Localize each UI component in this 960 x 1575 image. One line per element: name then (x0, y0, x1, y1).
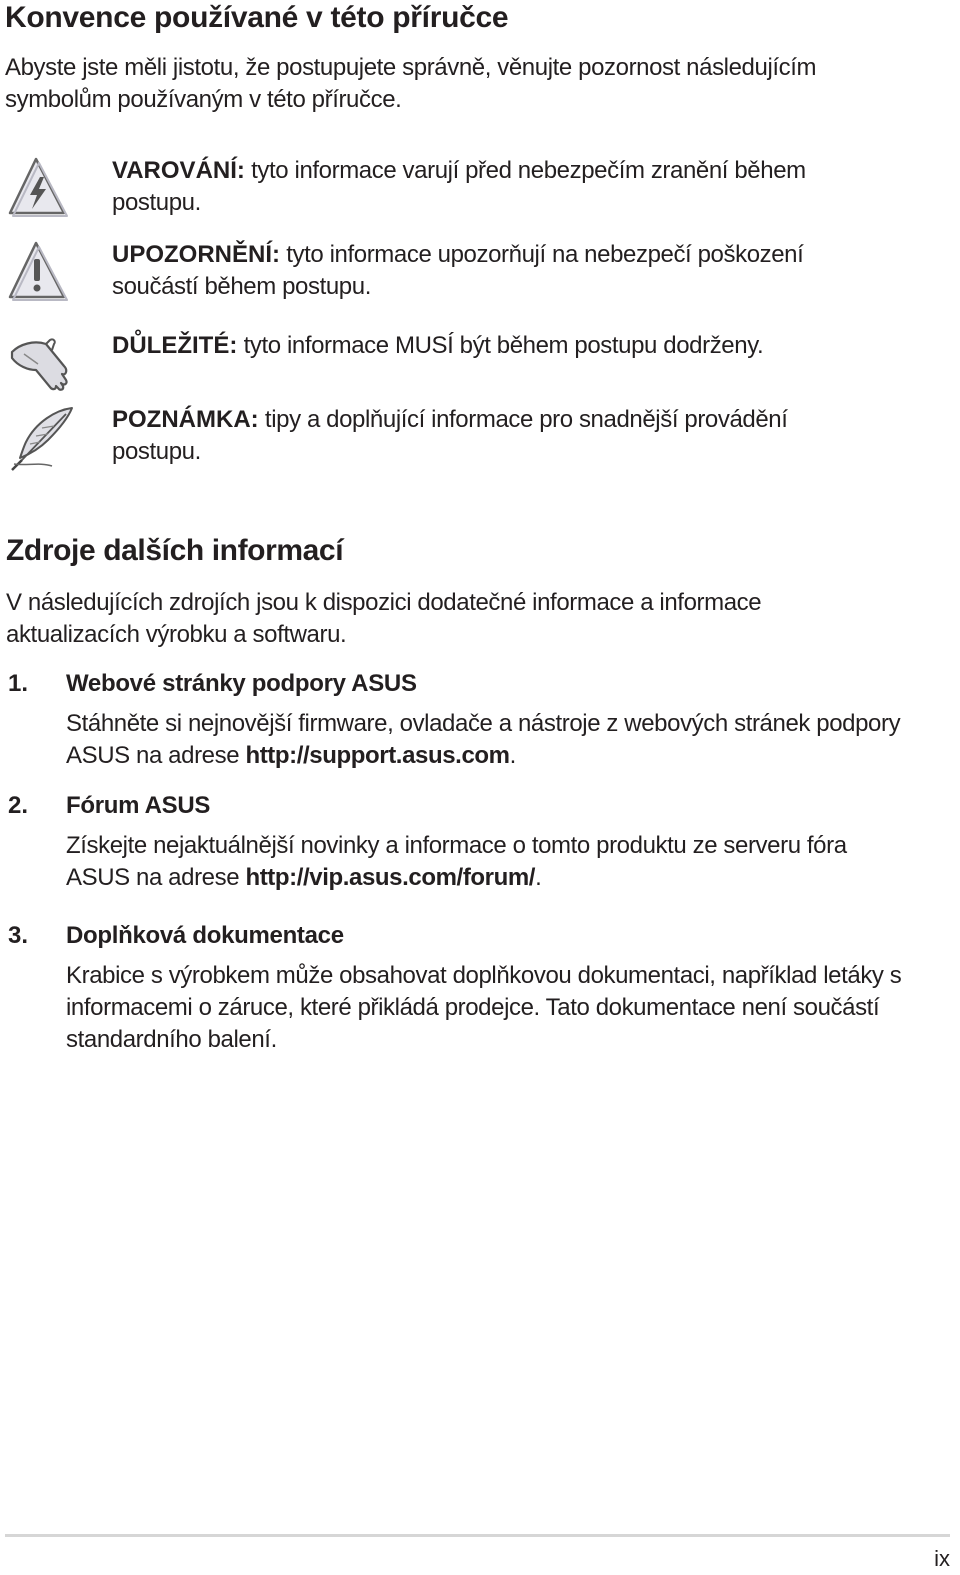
notice-text: tyto informace MUSÍ být během postupu dodrženy. (237, 332, 764, 359)
conventions-intro: Abyste jste měli jistotu, že postupujete správně, věnujte pozornost následujícím symbolům používaným v této příručce. (5, 54, 817, 113)
list-item-title: Fórum ASUS (66, 792, 211, 819)
support-link[interactable]: http://support.asus.com (245, 742, 510, 769)
caution-exclamation-icon (6, 239, 76, 309)
important-hand-icon (6, 330, 76, 400)
list-item-number: 3. (8, 922, 29, 949)
list-item-description: Získejte nejaktuálnější novinky a informace o tomto produktu ze serveru fóra ASUS na adrese http://vip.asus.com/forum/. (66, 832, 847, 891)
notice-label: UPOZORNĚNÍ: (112, 241, 280, 268)
notice-text: tipy a doplňující informace pro snadnější provádění postupu. (112, 406, 788, 465)
list-item-title: Doplňková dokumentace (66, 922, 344, 949)
notice-text: tyto informace varují před nebezpečím zranění během postupu. (112, 157, 806, 216)
section-title-resources: Zdroje dalších informací (6, 534, 344, 567)
forum-link[interactable]: http://vip.asus.com/forum/ (245, 864, 536, 891)
section-title-conventions: Konvence používané v této příručce (5, 1, 509, 34)
resources-intro: V následujících zdrojích jsou k dispozici dodatečné informace a informace aktualizacích výrobku a softwaru. (6, 589, 762, 648)
warning-lightning-icon (6, 155, 76, 225)
page-number: ix (934, 1546, 950, 1571)
notice-text: tyto informace upozorňují na nebezpečí poškození součástí během postupu. (112, 241, 804, 300)
list-item-description: Krabice s výrobkem může obsahovat doplňkovou dokumentaci, například letáky s informacemi o záruce, které přikládá prodejce. Tato dokumentace není součástí standardního balení. (66, 962, 902, 1053)
notice-label: POZNÁMKA: (112, 406, 259, 433)
note-quill-icon (6, 404, 76, 474)
list-item-number: 2. (8, 792, 29, 819)
list-item-number: 1. (8, 670, 29, 697)
list-item-description: Stáhněte si nejnovější firmware, ovladače a nástroje z webových stránek podpory ASUS na adrese http://support.asus.com. (66, 710, 901, 769)
notice-label: DŮLEŽITÉ: (112, 332, 238, 359)
list-item-title: Webové stránky podpory ASUS (66, 670, 417, 697)
footer-divider (5, 1534, 950, 1537)
notice-label: VAROVÁNÍ: (112, 157, 245, 184)
